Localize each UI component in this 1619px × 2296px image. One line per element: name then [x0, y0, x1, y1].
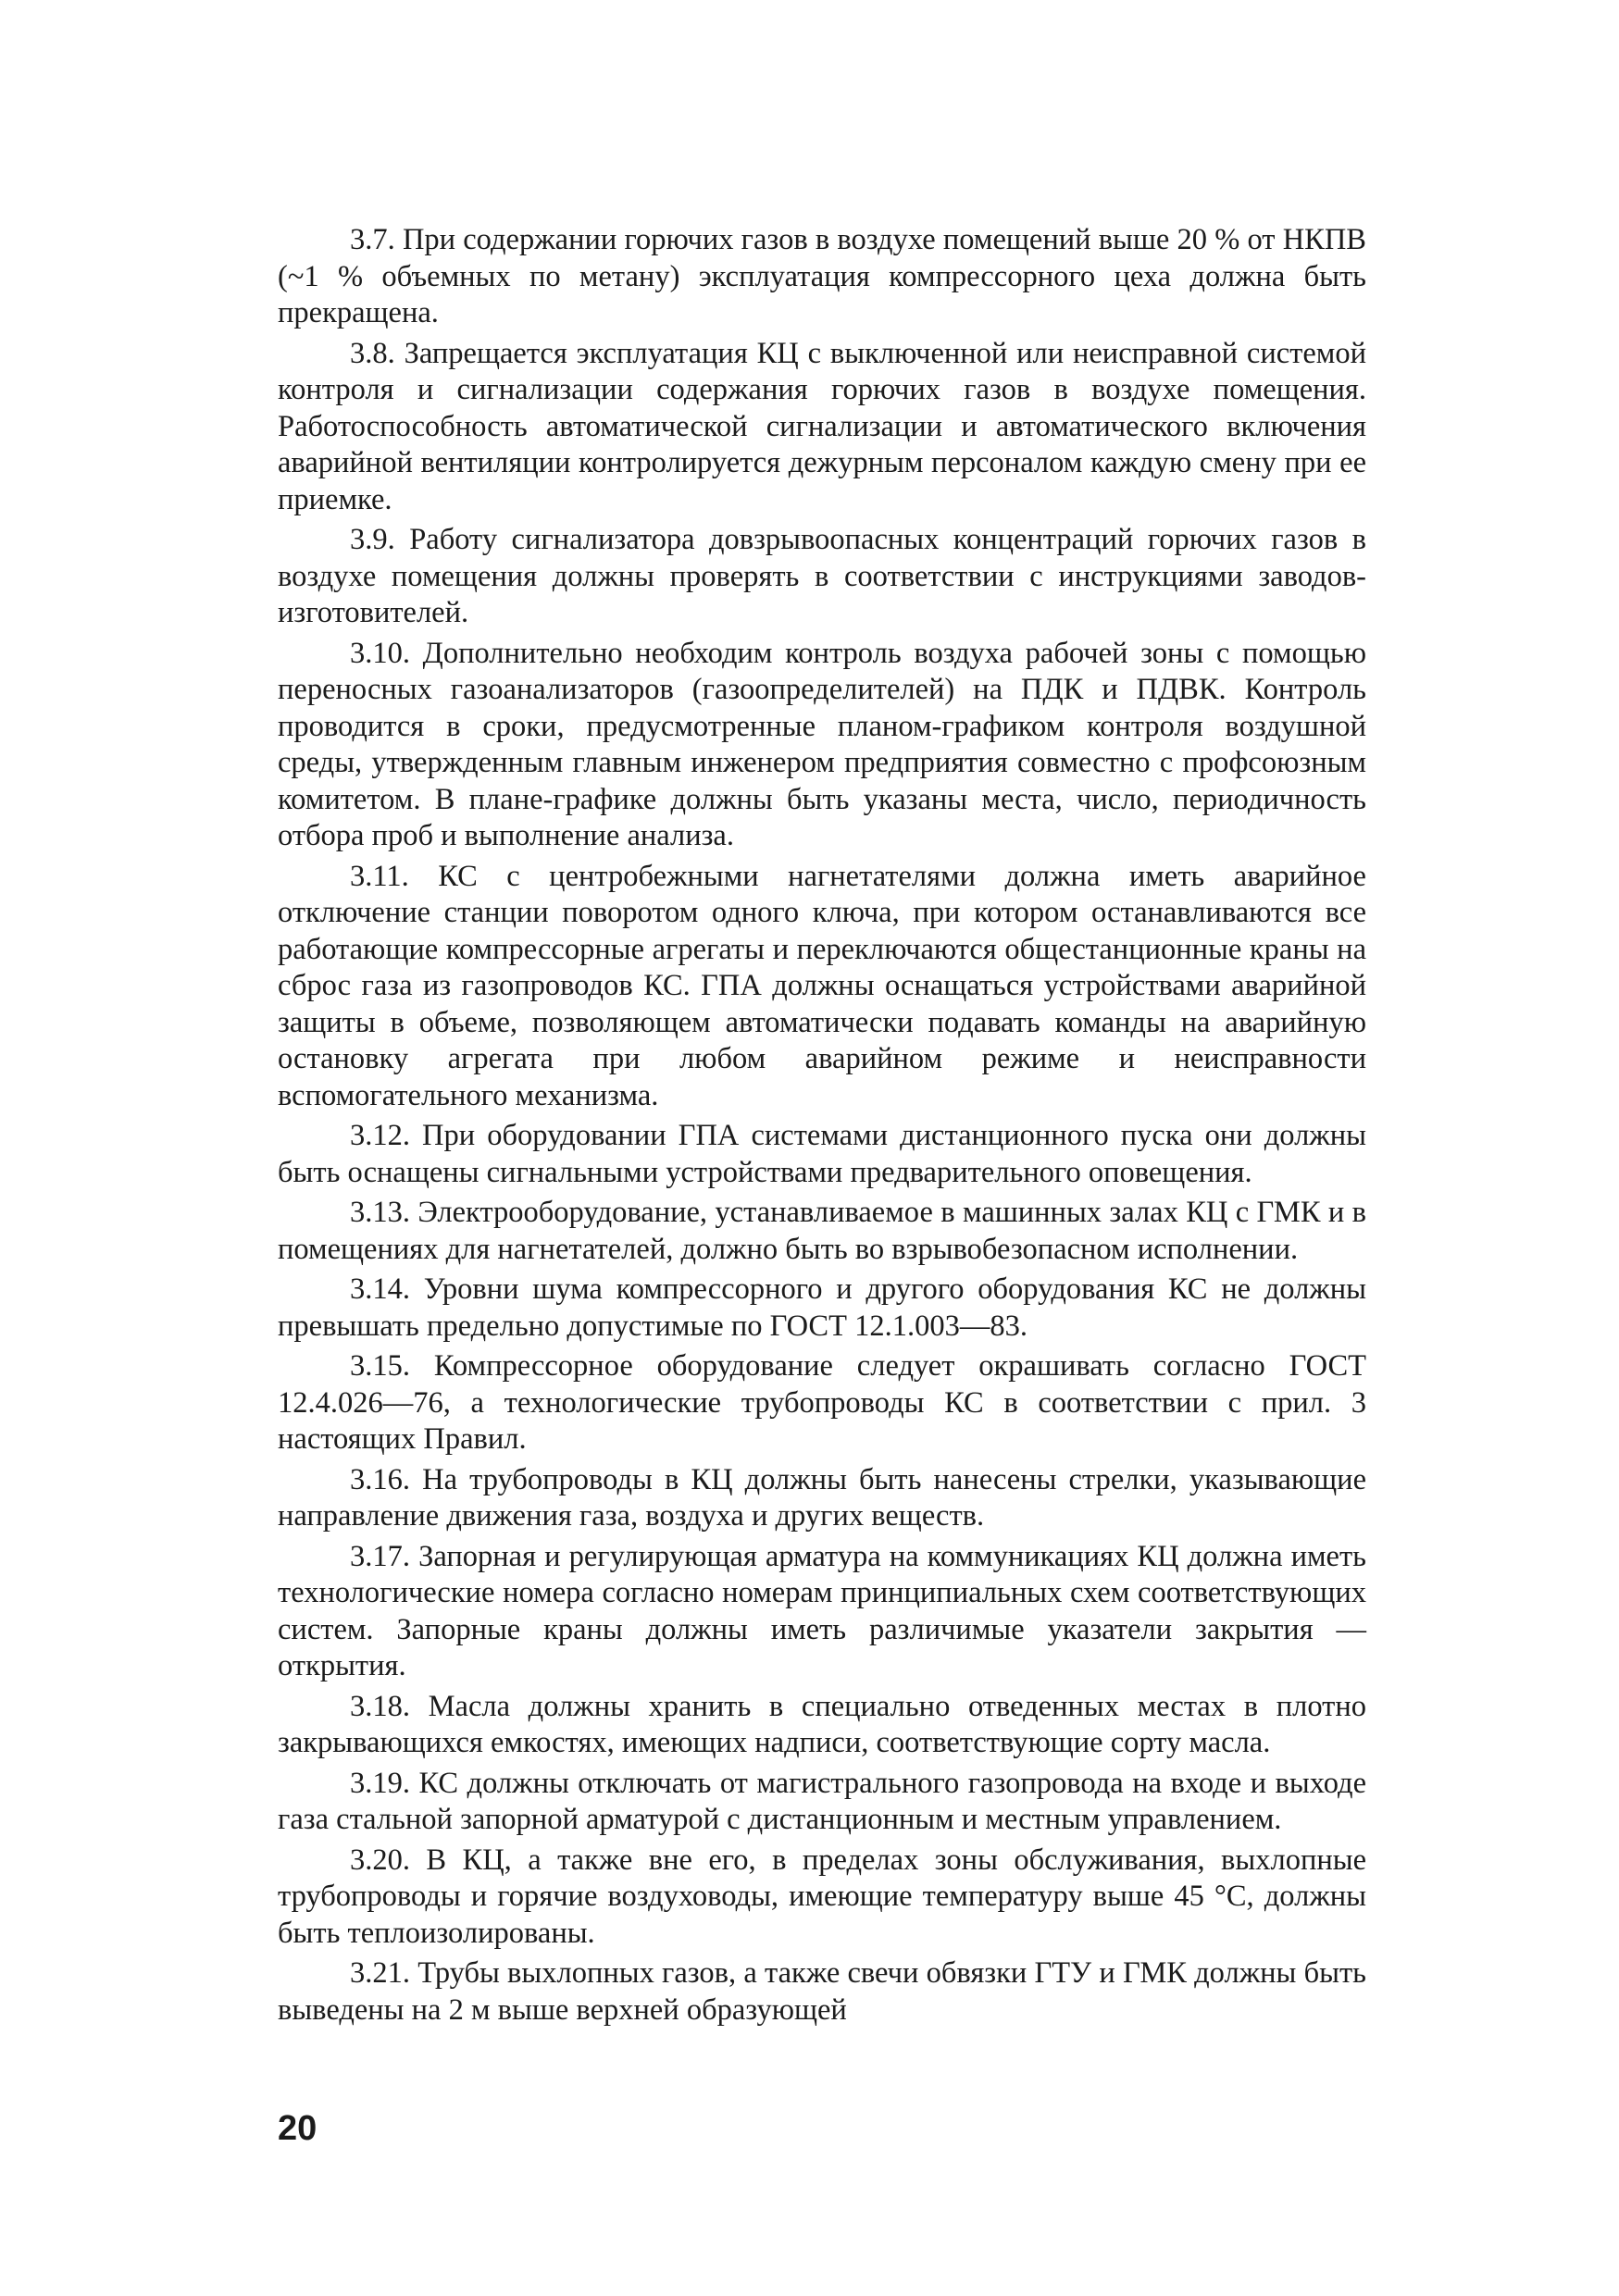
paragraph-3-11: 3.11. КС с центробежными нагнетателями должна иметь аварийное отключение станции поворотом одного ключа, при котором останавливаются все работающие компрессорные агрегаты и переключаются общестанционные краны на сброс газа из газопроводов КС. ГПА должны оснащаться устройствами аварийной защиты в объеме, позволяющем автоматически подавать команды на аварийную остановку агрегата при любом аварийном режиме и неисправности вспомогательного механизма. — [278, 859, 1366, 1112]
paragraph-3-15: 3.15. Компрессорное оборудование следует окрашивать согласно ГОСТ 12.4.026—76, а технологические трубопроводы КС в соответствии с прил. 3 настоящих Правил. — [278, 1349, 1366, 1456]
paragraph-3-19: 3.19. КС должны отключать от магистрального газопровода на входе и выходе газа стальной запорной арматурой с дистанционным и местным управлением. — [278, 1766, 1366, 1836]
paragraph-3-13: 3.13. Электрооборудование, устанавливаемое в машинных залах КЦ с ГМК и в помещениях для нагнетателей, должно быть во взрывобезопасном исполнении. — [278, 1196, 1366, 1266]
paragraph-3-10: 3.10. Дополнительно необходим контроль воздуха рабочей зоны с помощью переносных газоанализаторов (газоопределителей) на ПДК и ПДВК. Контроль проводится в сроки, предусмотренные планом-графиком контроля воздушной среды, утвержденным главным инженером предприятия совместно с профсоюзным комитетом. В плане-графике должны быть указаны места, число, периодичность отбора проб и выполнение анализа. — [278, 636, 1366, 852]
page-number: 20 — [278, 2109, 318, 2148]
paragraph-3-14: 3.14. Уровни шума компрессорного и другого оборудования КС не должны превышать предельно допустимые по ГОСТ 12.1.003—83. — [278, 1272, 1366, 1343]
paragraph-3-7: 3.7. При содержании горючих газов в воздухе помещений выше 20 % от НКПВ (~1 % объемных по метану) эксплуатация компрессорного цеха должна быть прекращена. — [278, 223, 1366, 329]
paragraph-3-8: 3.8. Запрещается эксплуатация КЦ с выключенной или неисправной системой контроля и сигнализации содержания горючих газов в воздухе помещения. Работоспособность автоматической сигнализации и автоматического включения аварийной вентиляции контролируется дежурным персоналом каждую смену при ее приемке. — [278, 336, 1366, 516]
paragraph-3-17: 3.17. Запорная и регулирующая арматура на коммуникациях КЦ должна иметь технологические номера согласно номерам принципиальных схем соответствующих систем. Запорные краны должны иметь различимые указатели закрытия — открытия. — [278, 1539, 1366, 1682]
paragraph-3-18: 3.18. Масла должны хранить в специально отведенных местах в плотно закрывающихся емкостях, имеющих надписи, соответствующие сорту масла. — [278, 1689, 1366, 1759]
paragraph-3-20: 3.20. В КЦ, а также вне его, в пределах зоны обслуживания, выхлопные трубопроводы и горячие воздуховоды, имеющие температуру выше 45 °С, должны быть теплоизолированы. — [278, 1843, 1366, 1950]
paragraph-3-16: 3.16. На трубопроводы в КЦ должны быть нанесены стрелки, указывающие направление движения газа, воздуха и других веществ. — [278, 1462, 1366, 1533]
document-page — [278, 222, 1366, 2032]
paragraph-3-9: 3.9. Работу сигнализатора довзрывоопасных концентраций горючих газов в воздухе помещения должны проверять в соответствии с инструкциями заводов-изготовителей. — [278, 523, 1366, 629]
paragraph-3-21: 3.21. Трубы выхлопных газов, а также свечи обвязки ГТУ и ГМК должны быть выведены на 2 м выше верхней образующей — [278, 1956, 1366, 2027]
paragraph-3-12: 3.12. При оборудовании ГПА системами дистанционного пуска они должны быть оснащены сигнальными устройствами предварительного оповещения. — [278, 1119, 1366, 1189]
